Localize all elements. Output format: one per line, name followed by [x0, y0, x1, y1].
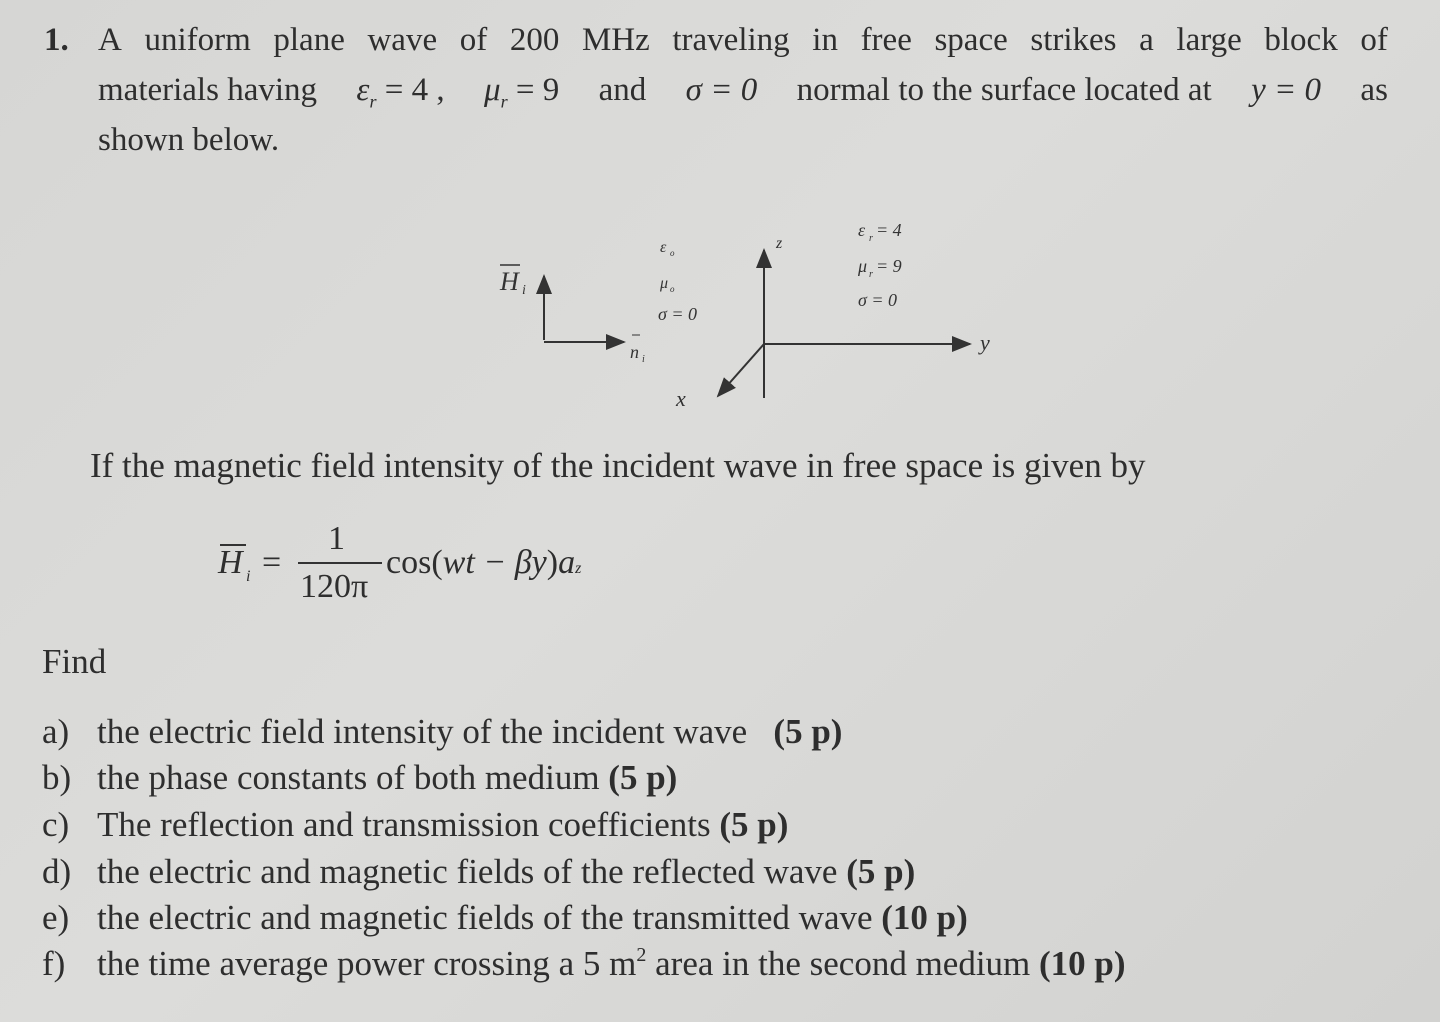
eq-lhs-overbar — [220, 544, 246, 546]
line1-word: traveling — [672, 22, 790, 58]
sigma-eq: σ = 0 — [685, 72, 758, 108]
line1-word: of — [459, 22, 488, 58]
n-sub: i — [642, 354, 645, 365]
line1-word: uniform — [144, 22, 251, 58]
epsilon-r-eq: $\varepsilon_r = 4$ , — [356, 72, 445, 112]
line1-word: free — [860, 22, 912, 58]
problem-number: 1. — [44, 22, 69, 58]
x-axis — [718, 344, 764, 396]
eq-cos: cos(wt − βy)az — [386, 544, 582, 581]
line1-word: 200 — [509, 22, 560, 58]
n-label: n — [630, 342, 639, 362]
line1-word: of — [1360, 22, 1388, 58]
line1-word: large — [1176, 22, 1242, 58]
line2-text-2: normal to the surface located at — [796, 72, 1212, 108]
line1-word: space — [934, 22, 1008, 58]
medium1-sigma: σ = 0 — [658, 304, 698, 324]
medium2-mu: μ — [858, 256, 868, 276]
x-axis-label: x — [676, 386, 686, 411]
eq-numerator: 1 — [328, 520, 345, 557]
medium2-eps: ε — [858, 220, 866, 240]
medium2-sigma: σ = 0 — [858, 290, 898, 310]
problem-line-3: shown below. — [98, 122, 280, 158]
line1-word: MHz — [581, 22, 650, 58]
line1-word: strikes — [1030, 22, 1117, 58]
medium1-mu-sub: o — [670, 284, 675, 294]
eq-denominator: 120π — [300, 568, 369, 605]
eq-equals: = — [262, 544, 282, 581]
eq-lhs-sub: i — [246, 568, 251, 585]
question-item-e: e) the electric and magnetic fields of the transmitted wave (10 p) — [42, 898, 968, 937]
medium2-eps-sub: r — [869, 233, 873, 244]
as-word: as — [1360, 72, 1388, 108]
given-statement: If the magnetic field intensity of the incident wave in free space is given by — [90, 446, 1146, 485]
medium1-eps-sub: o — [670, 248, 675, 258]
medium1-mu: μ — [660, 275, 669, 292]
line1-word: plane — [273, 22, 345, 58]
h-label: H — [500, 267, 519, 296]
medium1-eps: ε — [660, 239, 667, 256]
and-word: and — [598, 72, 647, 108]
medium2-mu-val: = 9 — [876, 256, 902, 276]
line1-word: in — [812, 22, 838, 58]
question-item-d: d) the electric and magnetic fields of the reflected wave (5 p) — [42, 852, 916, 891]
question-item-f: f) the time average power crossing a 5 $m^2$ area in the second medium (10 p) — [42, 944, 1126, 983]
question-item-b: b) the phase constants of both medium (5 p) — [42, 758, 678, 797]
question-item-a: a) the electric field intensity of the incident wave (5 p) — [42, 712, 843, 751]
line2-text-1: materials having — [98, 72, 318, 108]
y-eq: y = 0 — [1251, 72, 1322, 108]
h-sub: i — [522, 283, 526, 298]
z-axis-label: z — [776, 235, 783, 252]
line1-word: a — [1139, 22, 1154, 58]
y-axis-label: y — [980, 330, 990, 355]
question-item-c: c) The reflection and transmission coefficients (5 p) — [42, 805, 789, 844]
line1-word: wave — [367, 22, 438, 58]
medium2-eps-val: = 4 — [876, 220, 902, 240]
line1-word: A — [98, 22, 122, 58]
unit-vector: a — [558, 544, 576, 581]
medium2-mu-sub: r — [869, 269, 873, 280]
eq-lhs: H — [218, 544, 243, 581]
line1-word: block — [1264, 22, 1338, 58]
eq-fraction-bar — [298, 562, 382, 564]
mu-r-eq: $\mu_r = 9$ — [483, 72, 560, 112]
find-heading: Find — [42, 642, 107, 681]
